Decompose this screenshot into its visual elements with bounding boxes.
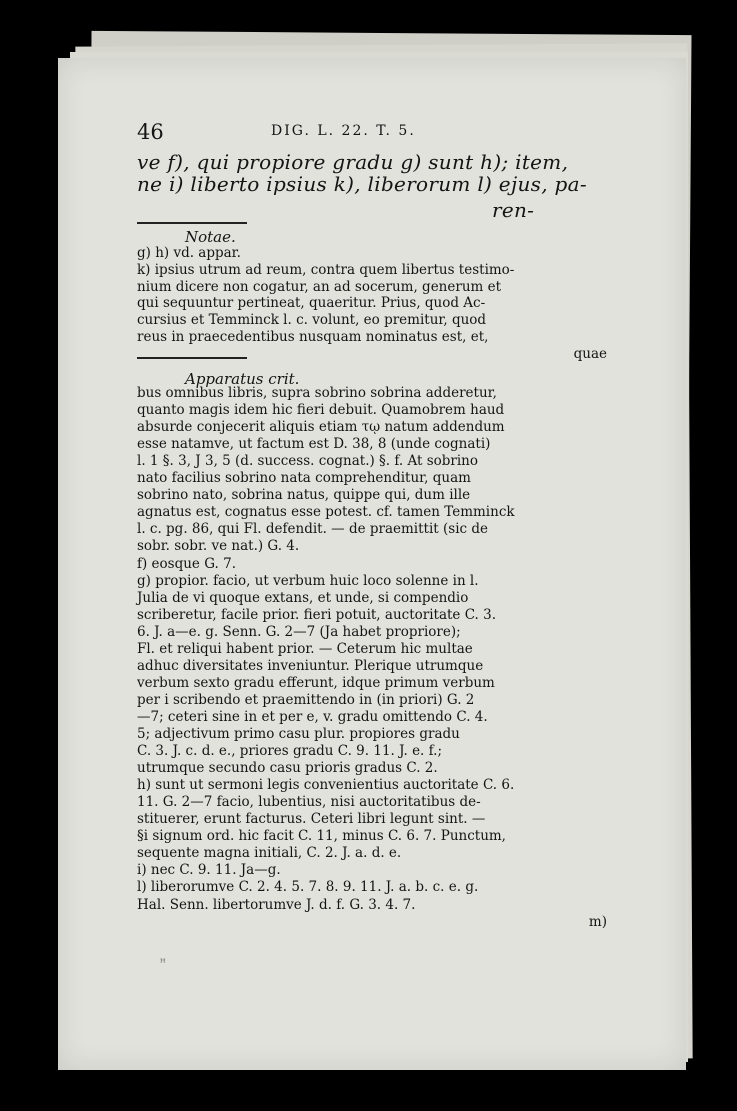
apparatus-line: C. 3. J. c. d. e., priores gradu C. 9. 11. J. e. f.;	[137, 743, 442, 760]
notae-heading: Notae.	[185, 228, 236, 246]
apparatus-line: l. 1 §. 3, J 3, 5 (d. success. cognat.) §. f. At sobrino	[137, 453, 479, 470]
apparatus-line: h) sunt ut sermoni legis convenientius auctoritate C. 6.	[137, 777, 515, 794]
notae-line: reus in praecedentibus nusquam nominatus est, et,	[137, 329, 489, 345]
apparatus-line: scriberetur, facile prior. fieri potuit, auctoritate C. 3.	[137, 606, 497, 623]
section-divider	[137, 357, 247, 359]
apparatus-line: 11. G. 2—7 facio, lubentius, nisi auctoritatibus de-	[137, 794, 481, 811]
apparatus-line: stituerer, erunt facturus. Ceteri libri legunt sint. —	[137, 811, 486, 828]
apparatus-line: i) nec C. 9. 11. Ja—g.	[137, 862, 281, 879]
apparatus-line: agnatus est, cognatus esse potest. cf. tamen Temminck	[137, 504, 515, 521]
notae-line: g) h) vd. appar.	[137, 245, 241, 261]
apparatus-line: Julia de vi quoque extans, et unde, si compendio	[137, 589, 469, 606]
apparatus-line: Hal. Senn. libertorumve J. d. f. G. 3. 4. 7.	[137, 896, 416, 913]
apparatus-line: l) liberorumve C. 2. 4. 5. 7. 8. 9. 11. J. a. b. c. e. g.	[137, 879, 479, 896]
apparatus-line: bus omnibus libris, supra sobrino sobrina adderetur,	[137, 385, 497, 401]
notae-line: k) ipsius utrum ad reum, contra quem libertus testimo-	[137, 261, 515, 278]
apparatus-line: Fl. et reliqui habent prior. — Ceterum hic multae	[137, 640, 473, 657]
body-text-line: ve f), qui propiore gradu g) sunt h); item,	[137, 150, 569, 174]
body-text-line: ren-	[492, 198, 535, 222]
body-text-line: ne i) liberto ipsius k), liberorum l) ejus, pa-	[137, 172, 587, 196]
notae-line: cursius et Temminck l. c. volunt, eo premitur, quod	[137, 312, 487, 329]
apparatus-line: m)	[588, 913, 607, 930]
apparatus-line: esse natamve, ut factum est D. 38, 8 (unde cognati)	[137, 436, 491, 453]
apparatus-line: sequente magna initiali, C. 2. J. a. d. e.	[137, 845, 402, 862]
section-divider	[137, 222, 247, 224]
apparatus-line: l. c. pg. 86, qui Fl. defendit. — de praemittit (sic de	[137, 521, 489, 538]
apparatus-line: sobrino nato, sobrina natus, quippe qui, dum ille	[137, 487, 471, 504]
apparatus-line: adhuc diversitates inveniuntur. Plerique utrumque	[137, 657, 484, 674]
apparatus-line: §i signum ord. hic facit C. 11, minus C. 6. 7. Punctum,	[137, 828, 506, 845]
apparatus-line: verbum sexto gradu efferunt, idque primum verbum	[137, 674, 495, 691]
apparatus-heading: Apparatus crit.	[185, 370, 300, 388]
apparatus-line: 5; adjectivum primo casu plur. propiores gradu	[137, 726, 460, 742]
library-stamp: ꟸ	[160, 958, 165, 969]
page-number: 46	[137, 120, 164, 144]
apparatus-line: utrumque secundo casu prioris gradus C. 2.	[137, 760, 438, 777]
apparatus-line: nato facilius sobrino nata comprehenditur, quam	[137, 470, 471, 487]
notae-line: qui sequuntur pertineat, quaeritur. Prius, quod Ac-	[137, 295, 486, 312]
apparatus-line: quanto magis idem hic fieri debuit. Quamobrem haud	[137, 402, 505, 419]
apparatus-line: per i scribendo et praemittendo in (in priori) G. 2	[137, 691, 475, 708]
apparatus-line: sobr. sobr. ve nat.) G. 4.	[137, 538, 300, 555]
notae-line: nium dicere non cogatur, an ad socerum, generum et	[137, 278, 502, 295]
apparatus-line: f) eosque G. 7.	[137, 555, 236, 572]
apparatus-line: 6. J. a—e. g. Senn. G. 2—7 (Ja habet propriore);	[137, 623, 461, 640]
apparatus-line: absurde conjecerit aliquis etiam τῳ natum addendum	[137, 419, 505, 436]
running-head: DIG. L. 22. T. 5.	[271, 123, 416, 139]
notae-line: quae	[573, 345, 607, 362]
apparatus-line: —7; ceteri sine in et per e, v. gradu omittendo C. 4.	[137, 708, 488, 725]
apparatus-line: g) propior. facio, ut verbum huic loco solenne in l.	[137, 572, 479, 589]
